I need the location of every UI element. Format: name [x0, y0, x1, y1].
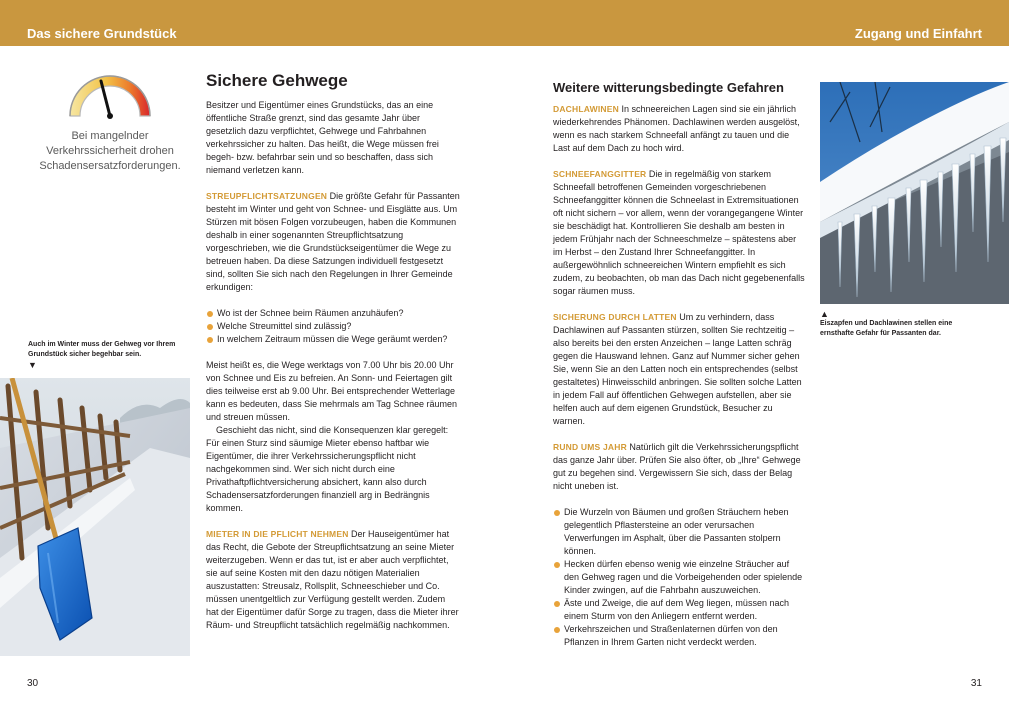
gauge-box: [30, 72, 190, 174]
keyword-dachlawinen: DACHLAWINEN: [553, 104, 619, 114]
gauge-icon: [64, 72, 156, 120]
list-item: In welchem Zeitraum müssen die Wege geräumt werden?: [206, 333, 460, 346]
icicles-photo: [820, 82, 1009, 304]
snow-shovel-photo: [0, 378, 190, 656]
paragraph-consequences: Geschieht das nicht, sind die Konsequenzen klar geregelt: Für einen Sturz sind säumige Mieter ebenso haftbar wie Eigentümer, die ihrer Verkehrssicherungspflicht nicht nachgekommen sind. Wer sich nicht durch eine Privathaftpflichtversicherung absichert, kann also durch Schadensersatzforderungen finanziell arg in Bedrängnis kommen.: [206, 425, 449, 513]
list-item: Welche Streumittel sind zulässig?: [206, 320, 460, 333]
gauge-caption: Bei mangelnder Verkehrssicherheit drohen Schadensersatzforderungen.: [39, 130, 181, 172]
left-photo-caption-text: Auch im Winter muss der Gehweg vor Ihrem Grundstück sicher begehbar sein.: [28, 341, 176, 358]
paragraph-times: Meist heißt es, die Wege werktags von 7.00 Uhr bis 20.00 Uhr von Schnee und Eis zu befreien. An Sonn- und Feiertagen gilt dies teilweise erst ab 9.00 Uhr. Bei entsprechender Wetterlage kann es bedeuten, dass Sie mehrmals am Tag Schnee räumen und streuen müssen.: [206, 360, 457, 422]
keyword-latten: SICHERUNG DURCH LATTEN: [553, 312, 677, 322]
page-number-right: 31: [970, 678, 982, 689]
section-jahr: [553, 441, 805, 493]
intro-paragraph: Besitzer und Eigentümer eines Grundstücks, das an eine öffentliche Straße grenzt, sind das gesamte Jahr über gesetzlich dazu verpflichtet, Gehwege und Fahrbahnen verkehrssicher zu halten. Das heißt, die Wege müssen frei begeh- bzw. befahrbar sein und so beschaffen, dass sich niemand verletzen kann.: [206, 100, 439, 175]
keyword-jahr: RUND UMS JAHR: [553, 442, 627, 452]
right-photo-caption: [820, 309, 970, 339]
header-band: [0, 0, 1009, 46]
list-item: Äste und Zweige, die auf dem Weg liegen, müssen nach einem Sturm von den Anliegern entfernt werden.: [553, 597, 805, 623]
section-schneefanggitter: [553, 168, 805, 298]
list-item: Hecken dürfen ebenso wenig wie einzelne Sträucher auf den Gehweg ragen und die Vorbeigehenden oder spielende Kinder zwingen, auf die Fahrbahn auszuweichen.: [553, 558, 805, 597]
page-title: Sichere Gehwege: [206, 71, 348, 90]
list-item: Die Wurzeln von Bäumen und großen Sträuchern heben gelegentlich Pflastersteine an oder verursachen Verwerfungen im Asphalt, über die Passanten stolpern können.: [553, 506, 805, 558]
section-mieter: [206, 528, 460, 632]
section-dachlawinen-text: In schneereichen Lagen sind sie ein jährlich wiederkehrendes Phänomen. Dachlawinen werden ausgelöst, wenn es nach starkem Schneefall anfängt zu tauen und die Last auf dem Dach zu hoch wird.: [553, 104, 800, 153]
section-mieter-text: Der Hauseigentümer hat das Recht, die Gebote der Streupflichtsatzung an seine Mieter weiterzugeben. Wenn er das tut, ist er aber auch verpflichtet, sie auf seine Kosten mit den dazu nötigen Materialien auszustatten: Streusalz, Rollsplit, Schneeschieber und Co. müssen unentgeltlich zur Verfügung gestellt werden. Zudem hat der Eigentümer dafür Sorge zu tragen, dass die Mieter ihrer Räum- und Streupflicht tatsächlich regelmäßig nachkommen.: [206, 529, 459, 630]
arrow-down-icon: ▼: [28, 360, 37, 370]
right-heading: Weitere witterungsbedingte Gefahren: [553, 80, 784, 95]
keyword-schneefanggitter: SCHNEEFANGGITTER: [553, 169, 647, 179]
right-text-column: [553, 81, 805, 662]
section-latten-text: Um zu verhindern, dass Dachlawinen auf Passanten stürzen, sollten Sie rechtzeitig – also bereits bei den ersten Anzeichen – lange Latten schräg gegen die Hauswand lehnen. Ganz auf Nummer sicher gehen Sie, wenn Sie an den Latten noch ein entsprechendes (selbst gestaltetes) Hinweisschild anbringen. Sie sollten solche Latten in jedem Fall auf öffentlichen Gehwegen aufstellen, aber sie helfen auch auf dem eigenen Grundstück, Besucher zu warnen.: [553, 312, 802, 426]
section-title-left: Das sichere Grundstück: [27, 26, 177, 41]
list-item: Verkehrszeichen und Straßenlaternen dürfen von den Pflanzen in Ihrem Garten nicht verdeckt werden.: [553, 623, 805, 649]
section-jahr-text: Natürlich gilt die Verkehrssicherungspflicht das ganze Jahr über. Prüfen Sie also öfter, ob „Ihre“ Gehwege gut zu begehen sind. Vergewissern Sie sich, dass der Belag nicht uneben ist.: [553, 442, 801, 491]
question-list: [206, 307, 460, 346]
right-photo-caption-text: Eiszapfen und Dachlawinen stellen eine ernsthafte Gefahr für Passanten dar.: [820, 320, 953, 337]
section-streupflicht: [206, 190, 460, 294]
section-streupflicht-text: Die größte Gefahr für Passanten besteht im Winter und geht von Schnee- und Eisglätte aus. Um Stürzen mit bösen Folgen vorzubeugen, haben die Kommunen deshalb in einer sogenannten Streupflichtsatzung vorgeschrieben, wie die Grundstückseigentümer die Wege zu betreuen haben. Da diese Satzungen individuell festgesetzt sind, sollten Sie sich nach den Regelungen in Ihrer Gemeinde erkundigen:: [206, 191, 460, 292]
section-schneefanggitter-text: Die in regelmäßig von starkem Schneefall betroffenen Gemeinden vorgeschriebenen Schneefanggitter können die Schneelast in Extremsituationen oft nicht sichern – vor allem, wenn der vorangegangene Winter sie beschädigt hat. Kontrollieren Sie deshalb am besten in jedem Frühjahr nach der Schneeschmelze – spätestens aber im Herbst – den Zustand Ihrer Schneefanggitter. In außergewöhnlich schneereichen Wintern empfiehlt es sich zudem, zu beobachten, ob man das Dach nicht gegebenenfalls sogar räumen muss.: [553, 169, 805, 296]
section-dachlawinen: [553, 103, 805, 155]
arrow-up-icon: ▲: [820, 309, 829, 319]
left-text-column: [206, 71, 460, 645]
keyword-streupflicht: STREUPFLICHTSATZUNGEN: [206, 191, 328, 201]
list-item: Wo ist der Schnee beim Räumen anzuhäufen?: [206, 307, 460, 320]
section-latten: [553, 311, 805, 428]
section-title-right: Zugang und Einfahrt: [854, 26, 982, 41]
hazard-list: [553, 506, 805, 649]
page-number-left: 30: [27, 678, 39, 689]
keyword-mieter: MIETER IN DIE PFLICHT NEHMEN: [206, 529, 349, 539]
left-photo-caption: [28, 340, 198, 370]
